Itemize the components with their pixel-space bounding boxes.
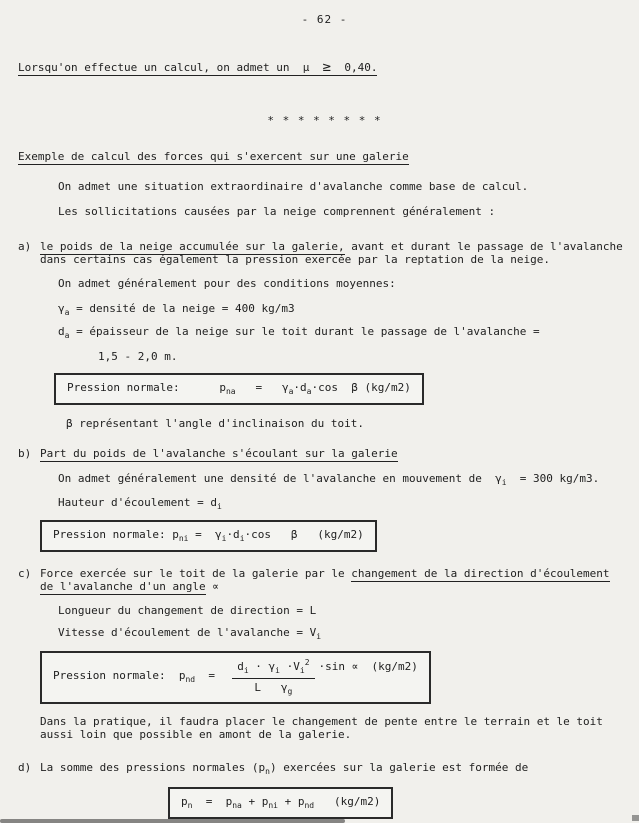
item-a-conditions: On admet généralement pour des conditions moyennes: [58,276,396,290]
section-heading: Exemple de calcul des forces qui s'exercent sur une galerie [18,150,409,164]
item-c-title-underlined-2: de l'avalanche d'un angle [40,579,206,593]
paragraph-pratique: Dans la pratique, il faudra placer le changement de pente entre le terrain et le toit aussi loin que possible en amont de la galerie. [40,715,603,742]
formula-box-pna: Pression normale: $p_{na} = \gamma_a\cdot d_a\cdot\cos$ β (kg/m2) [54,373,424,405]
section-heading-row [18,151,631,164]
list-item-b [18,448,631,552]
pnd-fraction [232,658,314,697]
item-d-line: La somme des pressions normales $(p_n)$ exercées sur la galerie est formée de [40,761,529,777]
section-separator-stars: * * * * * * * * [267,114,382,128]
item-a-title-underlined: le poids de la neige accumulée sur la galerie, [40,240,345,254]
item-a-title-rest: avant et durant le passage de l'avalanche [344,240,623,254]
formula-box-pn-sum: $p_n = p_{na} + p_{ni} + p_{nd}$ (kg/m2) [168,787,393,819]
scan-artifact-corner [632,815,639,821]
item-a-title-line2: dans certains cas également la pression exercée par la reptation de la neige. [40,252,550,266]
pnd-denominator: L $\gamma_g$ [254,680,293,696]
list-item-d [18,762,631,819]
paragraph-base-calcul: On admet une situation extraordinaire d'avalanche comme base de calcul. [58,180,529,194]
item-b-label: b) [18,447,32,461]
list-item-c [18,568,631,742]
gamma-a-definition: $\gamma_a$ = densité de la neige = 400 kg/m3 [58,301,295,317]
page-number: - 62 - [301,13,348,26]
hauteur-ecoulement-line: Hauteur d'écoulement = $d_i$ [58,495,222,511]
item-b-title: Part du poids de l'avalanche s'écoulant sur la galerie [40,447,398,461]
paragraph-sollicitations: Les sollicitations causées par la neige comprennent généralement : [58,205,496,219]
formula-box-pnd [40,651,431,705]
d-a-definition: $d_a$ = épaisseur de la neige sur le toit durant le passage de l'avalanche = [58,325,540,341]
d-a-range: 1,5 - 2,0 m. [98,349,178,363]
item-b-title-row [40,448,631,461]
scan-artifact-bottom [0,819,345,823]
pnd-tail: ·sin ∝ (kg/m2) [318,659,418,673]
longueur-line: Longueur du changement de direction = L [58,604,317,618]
list-item-a [18,241,631,431]
item-c-title-line2 [40,581,631,593]
mu-rule-text: Lorsqu'on effectue un calcul, on admet un μ ≥ 0,40. [18,58,378,75]
pnd-numerator: $d_i \cdot \gamma_i \cdot V_i^2$ [232,658,314,679]
item-a-title [40,241,631,266]
item-c-title-underlined-1: changement de la direction d'écoulement [351,567,610,581]
item-d-label: d) [18,761,32,775]
density-avalanche-line: On admet généralement une densité de l'avalanche en mouvement de $\gamma_i = 300$ kg/m3. [58,472,600,488]
mu-rule-statement [18,59,631,76]
item-c-label: c) [18,567,32,581]
pnd-lead: Pression normale: $p_{nd}$ = [53,668,229,684]
item-c-title [40,568,631,593]
vitesse-line: Vitesse d'écoulement de l'avalanche = $V_i$ [58,626,322,642]
beta-note: β représentant l'angle d'inclinaison du toit. [66,417,365,431]
item-c-title-plain: Force exercée sur le toit de la galerie par le [40,567,352,581]
formula-box-pni: Pression normale: $p_{ni} = \gamma_i\cdot d_i\cdot\cos$ β (kg/m2) [40,520,377,552]
item-c-title-tail: ∝ [205,579,219,593]
item-a-label: a) [18,240,32,254]
